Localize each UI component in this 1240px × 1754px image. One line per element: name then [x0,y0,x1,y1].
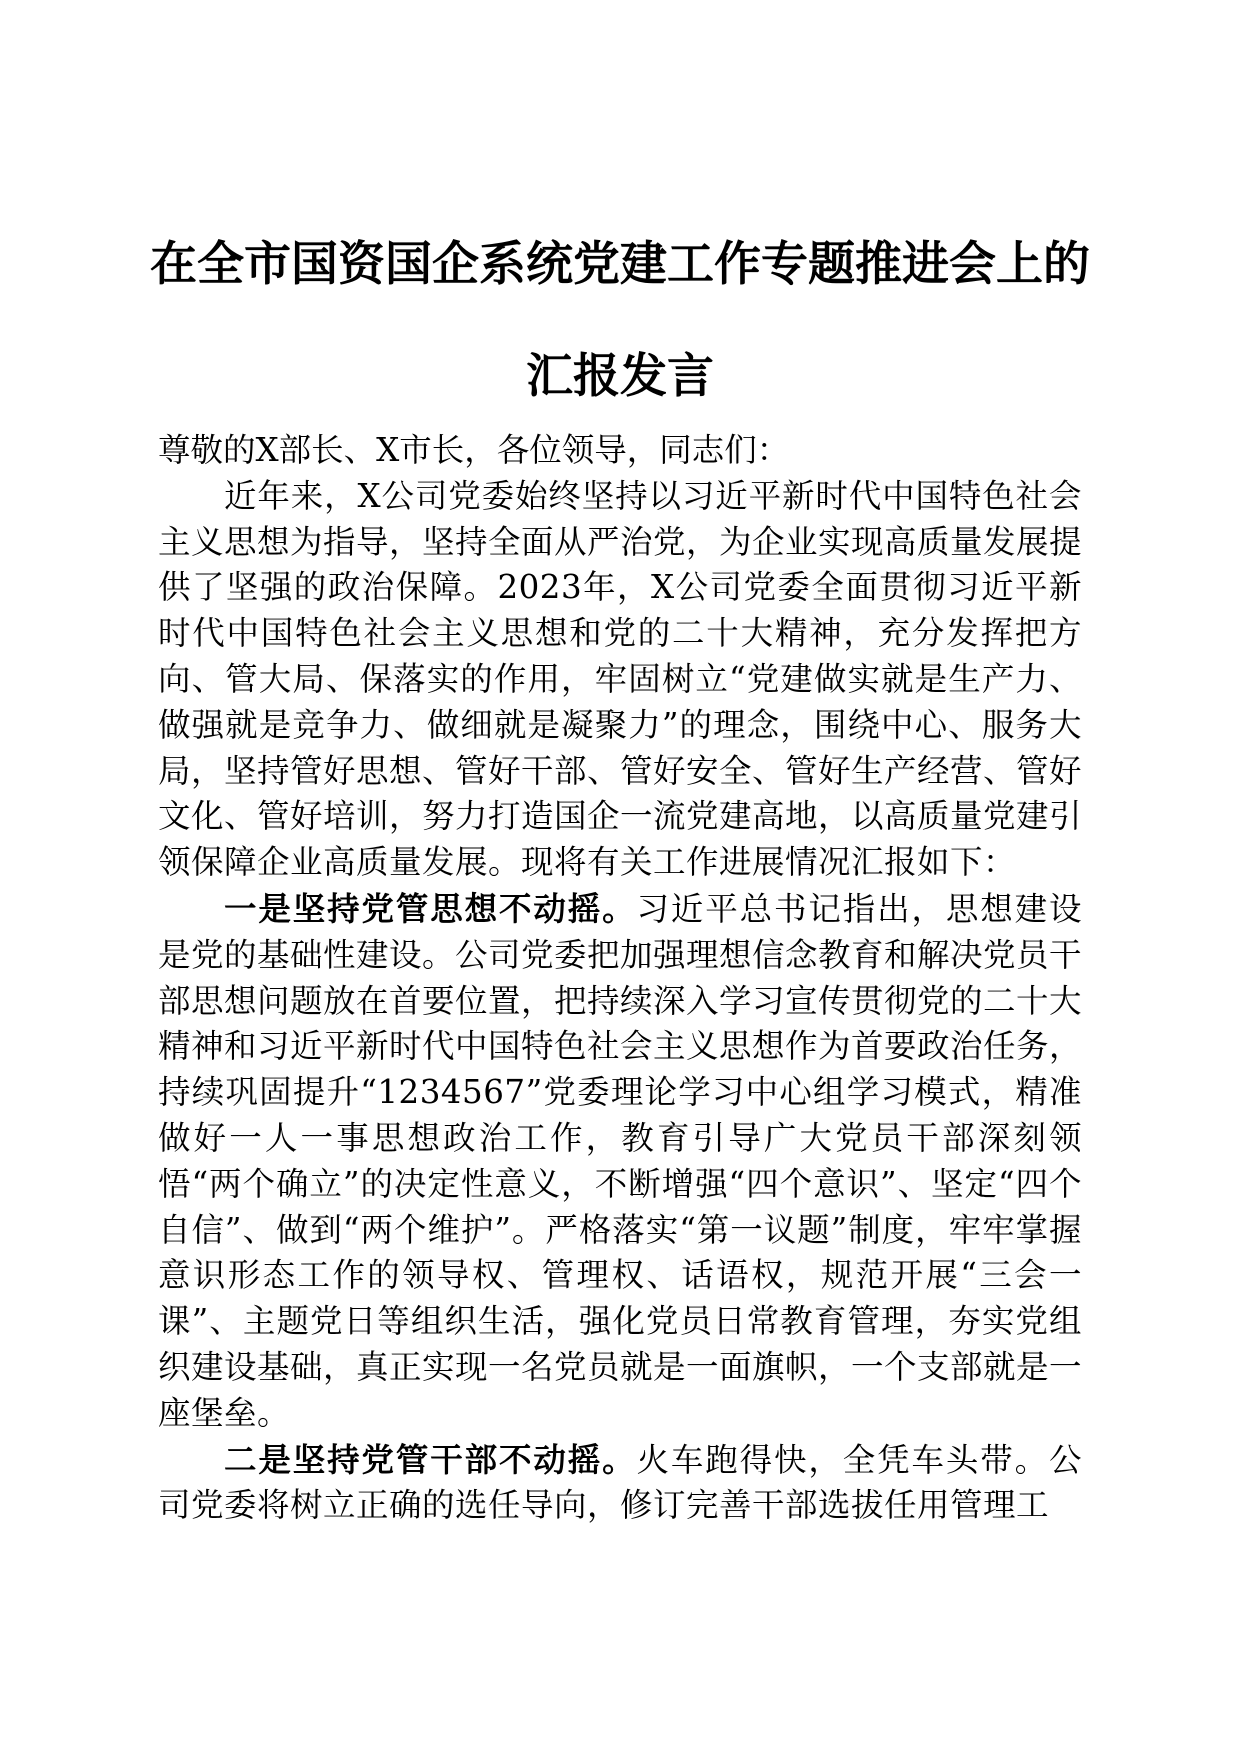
document-title-line2: 汇报发言 [526,349,714,404]
section-lead-2: 二是坚持党管干部不动摇。 [224,1439,637,1479]
section-paragraph-1 [158,886,1082,1437]
document-body [158,428,1082,1529]
document-title-line1: 在全市国资国企系统党建工作专题推进会上的 [150,237,1090,292]
section-paragraph-2 [158,1437,1082,1530]
intro-paragraph: 近年来，X公司党委始终坚持以习近平新时代中国特色社会主义思想为指导，坚持全面从严治党，为企业实现高质量发展提供了坚强的政治保障。2023年，X公司党委全面贯彻习近平新时代中国特色社会主义思想和党的二十大精神，充分发挥把方向、管大局、保落实的作用，牢固树立“党建做实就是生产力、做强就是竞争力、做细就是凝聚力”的理念，围绕中心、服务大局，坚持管好思想、管好干部、管好安全、管好生产经营、管好文化、管好培训，努力打造国企一流党建高地，以高质量党建引领保障企业高质量发展。现将有关工作进展情况汇报如下： [158,476,1083,882]
section-lead-1: 一是坚持党管思想不动摇。 [224,888,637,928]
section-text-1: 习近平总书记指出，思想建设是党的基础性建设。公司党委把加强理想信念教育和解决党员干部思想问题放在首要位置，把持续深入学习宣传贯彻党的二十大精神和习近平新时代中国特色社会主义思想作为首要政治任务，持续巩固提升“1234567”党委理论学习中心组学习模式，精准做好一人一事思想政治工作，教育引导广大党员干部深刻领悟“两个确立”的决定性意义，不断增强“四个意识”、坚定“四个自信”、做到“两个维护”。严格落实“第一议题”制度，牢牢掌握意识形态工作的领导权、管理权、话语权，规范开展“三会一课”、主题党日等组织生活，强化党员日常教育管理，夯实党组织建设基础，真正实现一名党员就是一面旗帜，一个支部就是一座堡垒。 [158,889,1083,1432]
salutation: 尊敬的X部长、X市长，各位领导，同志们： [158,431,790,469]
section-text-2: 火车跑得快，全凭车头带。公司党委将树立正确的选任导向，修订完善干部选拔任用管理工 [158,1440,1082,1525]
